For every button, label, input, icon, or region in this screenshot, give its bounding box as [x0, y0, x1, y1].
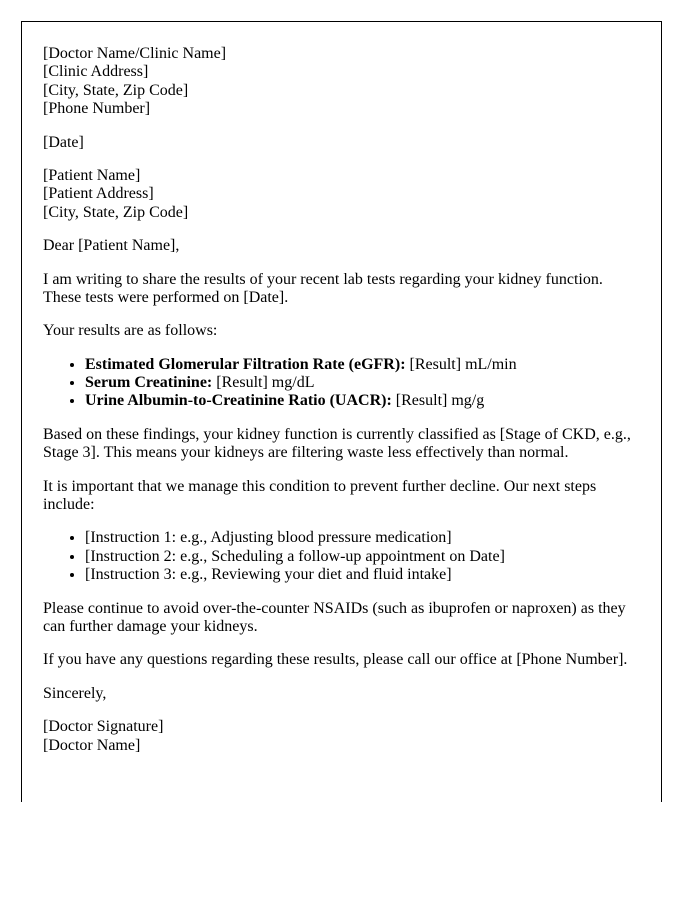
- result-value: [Result] mg/dL: [216, 374, 315, 392]
- sender-block: [43, 45, 641, 119]
- next-steps-paragraph: It is important that we manage this condition to prevent further decline. Our next steps include:: [43, 477, 597, 514]
- date-line: [Date]: [43, 133, 84, 151]
- salutation: Dear [Patient Name],: [43, 237, 180, 255]
- sender-name-line: [Doctor Name/Clinic Name]: [43, 45, 227, 62]
- doctor-signature-line: [Doctor Signature]: [43, 718, 164, 736]
- results-list: [43, 356, 641, 411]
- questions-paragraph: If you have any questions regarding these results, please call our office at [Phone Number].: [43, 651, 628, 669]
- result-value: [Result] mL/min: [409, 355, 517, 373]
- sender-address-line: [Clinic Address]: [43, 63, 149, 81]
- findings-paragraph: Based on these findings, your kidney function is currently classified as [Stage of CKD, e.g., Stage 3]. This means your kidneys are filtering waste less effectively than normal.: [43, 425, 631, 462]
- recipient-address-line: [Patient Address]: [43, 185, 154, 203]
- recipient-city-line: [City, State, Zip Code]: [43, 203, 189, 221]
- result-item-egfr: [85, 356, 641, 374]
- result-value: [Result] mg/g: [395, 392, 485, 410]
- result-item-creatinine: [85, 374, 641, 392]
- result-label: Serum Creatinine:: [85, 374, 213, 392]
- doctor-name-line: [Doctor Name]: [43, 736, 141, 754]
- result-item-uacr: [85, 392, 641, 410]
- sender-city-line: [City, State, Zip Code]: [43, 81, 189, 99]
- result-label: Urine Albumin-to-Creatinine Ratio (UACR):: [85, 392, 392, 410]
- recipient-name-line: [Patient Name]: [43, 166, 141, 184]
- closing: Sincerely,: [43, 684, 107, 702]
- nsaid-paragraph: Please continue to avoid over-the-counter NSAIDs (such as ibuprofen or naproxen) as they can further damage your kidneys.: [43, 599, 626, 635]
- intro-paragraph: I am writing to share the results of your recent lab tests regarding your kidney function. These tests were performed on [Date].: [43, 270, 603, 306]
- instruction-item: • [Instruction 3: e.g., Reviewing your diet and fluid intake]: [85, 566, 641, 584]
- results-intro: Your results are as follows:: [43, 322, 218, 340]
- instruction-item: • [Instruction 2: e.g., Scheduling a follow-up appointment on Date]: [85, 548, 641, 566]
- recipient-block: [43, 167, 641, 222]
- signature-block: [43, 718, 641, 755]
- instructions-list: [43, 529, 641, 584]
- sender-phone-line: [Phone Number]: [43, 100, 151, 118]
- instruction-item: • [Instruction 1: e.g., Adjusting blood pressure medication]: [85, 529, 641, 547]
- result-label: Estimated Glomerular Filtration Rate (eGFR):: [85, 355, 406, 373]
- letter-page: [21, 21, 662, 802]
